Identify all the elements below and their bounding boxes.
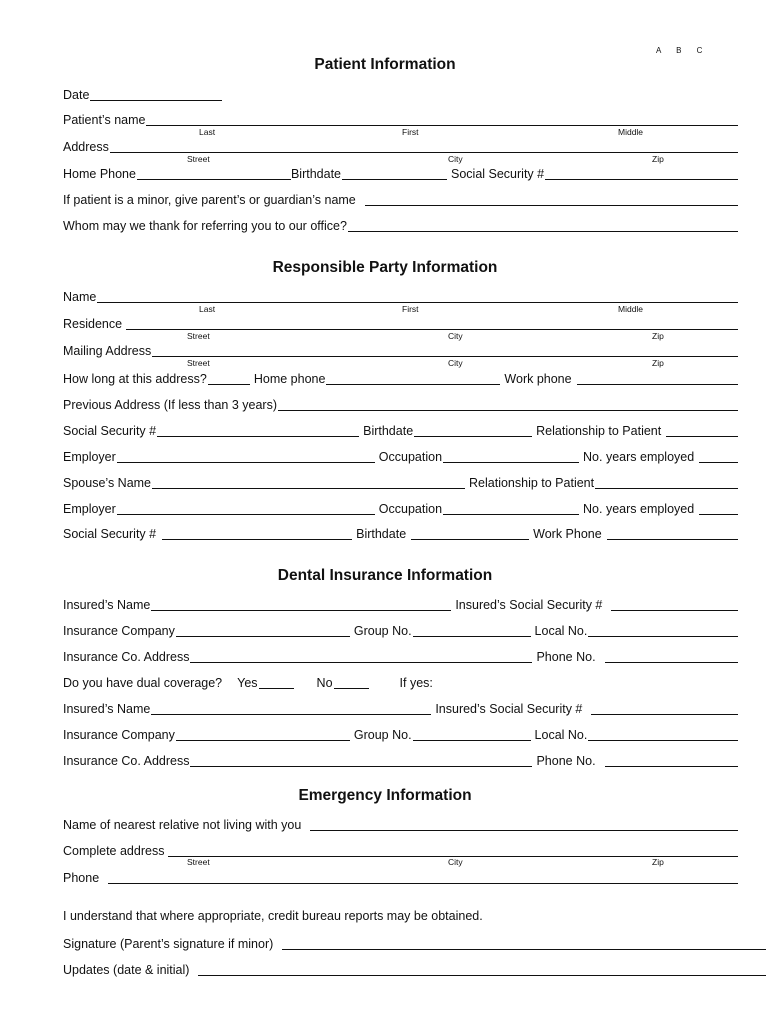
insurance-address2-label: Insurance Co. Address xyxy=(63,754,190,768)
patient-section-title: Patient Information xyxy=(314,56,456,73)
rp-name-field[interactable] xyxy=(97,301,738,303)
insurance-address2-field[interactable] xyxy=(190,765,532,767)
spouse-occupation-field[interactable] xyxy=(443,513,579,515)
corner-letters: A B C xyxy=(656,46,703,55)
rp-home-phone-field[interactable] xyxy=(326,383,500,385)
insured-name-field[interactable] xyxy=(151,609,451,611)
referral-row xyxy=(63,217,738,233)
insurance-company-label: Insurance Company xyxy=(63,624,175,638)
emergency-section-title: Emergency Information xyxy=(298,787,472,804)
zip-sublabel: Zip xyxy=(652,154,664,164)
insurance-address-label: Insurance Co. Address xyxy=(63,650,190,664)
previous-address-label: Previous Address (If less than 3 years) xyxy=(63,398,277,412)
rp-birthdate-label: Birthdate xyxy=(363,424,414,438)
rp-name-row xyxy=(63,288,738,304)
zip-sublabel: Zip xyxy=(652,358,664,368)
patient-name-field[interactable] xyxy=(146,124,738,126)
insured-name2-row xyxy=(63,700,738,716)
referral-field[interactable] xyxy=(348,230,738,232)
previous-address-field[interactable] xyxy=(278,409,738,411)
insured-name2-field[interactable] xyxy=(151,713,431,715)
home-phone-field[interactable] xyxy=(137,178,291,180)
spouse-employer-field[interactable] xyxy=(117,513,375,515)
spouse-employer-row xyxy=(63,500,738,516)
street-sublabel: Street xyxy=(187,857,210,867)
rp-birthdate-field[interactable] xyxy=(414,435,532,437)
spouse-ssn-row xyxy=(63,525,738,541)
spouse-name-label: Spouse’s Name xyxy=(63,476,152,490)
insurance-company2-row xyxy=(63,726,738,742)
how-long-label: How long at this address? xyxy=(63,372,207,386)
guardian-field[interactable] xyxy=(365,204,738,206)
relative-field[interactable] xyxy=(310,829,738,831)
updates-label: Updates (date & initial) xyxy=(63,963,190,977)
patient-address-field[interactable] xyxy=(110,151,738,153)
responsible-section-title: Responsible Party Information xyxy=(272,259,498,276)
insurance-company-field[interactable] xyxy=(176,635,350,637)
relative-row xyxy=(63,816,738,832)
city-sublabel: City xyxy=(448,857,463,867)
patient-address-row xyxy=(63,138,738,154)
rp-name-sublabels xyxy=(63,304,738,314)
last-sublabel: Last xyxy=(199,127,216,137)
signature-label: Signature (Parent’s signature if minor) xyxy=(63,937,274,951)
zip-sublabel: Zip xyxy=(652,857,664,867)
local-no2-field[interactable] xyxy=(588,739,738,741)
phone-no2-label: Phone No. xyxy=(536,754,596,768)
birthdate-label: Birthdate xyxy=(290,167,341,181)
dual-coverage-row xyxy=(63,674,738,690)
rp-residence-field[interactable] xyxy=(126,328,738,330)
rp-work-phone-field[interactable] xyxy=(577,383,738,385)
rp-occupation-field[interactable] xyxy=(443,461,579,463)
spouse-years-label: No. years employed xyxy=(583,502,695,516)
insurance-company-row xyxy=(63,622,738,638)
rp-ssn-row xyxy=(63,422,738,438)
zip-sublabel: Zip xyxy=(652,331,664,341)
spouse-relationship-label: Relationship to Patient xyxy=(469,476,595,490)
insurance-company2-label: Insurance Company xyxy=(63,728,175,742)
rp-ssn-label: Social Security # xyxy=(63,424,157,438)
home-phone-label: Home Phone xyxy=(63,167,136,181)
patient-name-row xyxy=(63,111,738,127)
local-no-field[interactable] xyxy=(588,635,738,637)
patient-address-label: Address xyxy=(63,140,109,154)
complete-address-label: Complete address xyxy=(63,844,165,858)
insurance-company2-field[interactable] xyxy=(176,739,350,741)
date-row xyxy=(63,86,738,102)
yes-field[interactable] xyxy=(259,687,294,689)
ssn-field[interactable] xyxy=(545,178,738,180)
group-no-field[interactable] xyxy=(413,635,531,637)
spouse-ssn-label: Social Security # xyxy=(63,527,157,541)
referral-label: Whom may we thank for referring you to our office? xyxy=(63,219,347,233)
dental-section-title: Dental Insurance Information xyxy=(277,567,493,584)
rp-spouse-row xyxy=(63,474,738,490)
spouse-relationship-field[interactable] xyxy=(595,487,738,489)
group-no2-field[interactable] xyxy=(413,739,531,741)
spouse-work-phone-field[interactable] xyxy=(607,538,738,540)
city-sublabel: City xyxy=(448,331,463,341)
spouse-birthdate-field[interactable] xyxy=(411,538,529,540)
middle-sublabel: Middle xyxy=(618,127,644,137)
spouse-years-field[interactable] xyxy=(699,513,738,515)
updates-field[interactable] xyxy=(198,974,766,976)
rp-residence-label: Residence xyxy=(63,317,123,331)
rp-ssn-field[interactable] xyxy=(157,435,359,437)
insured-name-label: Insured’s Name xyxy=(63,598,151,612)
last-sublabel: Last xyxy=(199,304,216,314)
rp-residence-row xyxy=(63,315,738,331)
insurance-address2-row xyxy=(63,752,738,768)
date-label: Date xyxy=(63,88,90,102)
dual-coverage-label: Do you have dual coverage? xyxy=(63,676,223,690)
date-field[interactable] xyxy=(90,99,222,101)
complete-address-row xyxy=(63,842,738,858)
insured-name2-label: Insured’s Name xyxy=(63,702,151,716)
phone-no-label: Phone No. xyxy=(536,650,596,664)
insured-ssn-field[interactable] xyxy=(611,609,738,611)
no-label: No xyxy=(316,676,333,690)
spouse-ssn-field[interactable] xyxy=(162,538,352,540)
rp-home-phone-label: Home phone xyxy=(253,372,326,386)
rp-relationship-field[interactable] xyxy=(666,435,738,437)
yes-label: Yes xyxy=(237,676,258,690)
emergency-phone-label: Phone xyxy=(63,871,100,885)
rp-mailing-label: Mailing Address xyxy=(63,344,152,358)
insured-ssn-label: Insured’s Social Security # xyxy=(455,598,603,612)
rp-occupation-label: Occupation xyxy=(378,450,443,464)
first-sublabel: First xyxy=(402,304,419,314)
patient-phone-row xyxy=(63,165,738,181)
spouse-name-field[interactable] xyxy=(152,487,465,489)
patient-name-sublabels xyxy=(63,127,738,137)
insurance-address-field[interactable] xyxy=(190,661,532,663)
insured-ssn2-field[interactable] xyxy=(591,713,738,715)
patient-name-label: Patient’s name xyxy=(63,113,146,127)
guardian-row xyxy=(63,191,738,207)
local-no2-label: Local No. xyxy=(534,728,588,742)
rp-work-phone-label: Work phone xyxy=(504,372,572,386)
phone-no2-field[interactable] xyxy=(605,765,738,767)
first-sublabel: First xyxy=(402,127,419,137)
emergency-phone-field[interactable] xyxy=(108,882,738,884)
insured-ssn2-label: Insured’s Social Security # xyxy=(435,702,583,716)
signature-field[interactable] xyxy=(282,948,766,950)
street-sublabel: Street xyxy=(187,331,210,341)
city-sublabel: City xyxy=(448,358,463,368)
rp-employer-field[interactable] xyxy=(117,461,375,463)
rp-employer-row xyxy=(63,448,738,464)
rp-mailing-row xyxy=(63,342,738,358)
no-field[interactable] xyxy=(334,687,369,689)
rp-years-label: No. years employed xyxy=(583,450,695,464)
rp-mailing-field[interactable] xyxy=(152,355,738,357)
emergency-phone-row xyxy=(63,869,738,885)
rp-relationship-label: Relationship to Patient xyxy=(536,424,662,438)
group-no-label: Group No. xyxy=(353,624,412,638)
patient-address-sublabels xyxy=(63,154,738,164)
spouse-birthdate-label: Birthdate xyxy=(356,527,407,541)
rp-residence-sublabels xyxy=(63,331,738,341)
consent-statement: I understand that where appropriate, credit bureau reports may be obtained. xyxy=(63,909,483,923)
rp-years-field[interactable] xyxy=(699,461,738,463)
spouse-occupation-label: Occupation xyxy=(378,502,443,516)
insured-name-row xyxy=(63,596,738,612)
local-no-label: Local No. xyxy=(534,624,588,638)
guardian-label: If patient is a minor, give parent’s or guardian’s name xyxy=(63,193,356,207)
rp-previous-row xyxy=(63,396,738,412)
rp-mailing-sublabels xyxy=(63,358,738,368)
phone-no-field[interactable] xyxy=(605,661,738,663)
street-sublabel: Street xyxy=(187,154,210,164)
relative-label: Name of nearest relative not living with you xyxy=(63,818,302,832)
how-long-field[interactable] xyxy=(208,383,250,385)
rp-employer-label: Employer xyxy=(63,450,116,464)
city-sublabel: City xyxy=(448,154,463,164)
updates-row xyxy=(63,961,766,977)
ssn-label: Social Security # xyxy=(451,167,545,181)
middle-sublabel: Middle xyxy=(618,304,644,314)
spouse-work-phone-label: Work Phone xyxy=(533,527,602,541)
rp-name-label: Name xyxy=(63,290,97,304)
street-sublabel: Street xyxy=(187,358,210,368)
signature-row xyxy=(63,935,766,951)
insurance-address-row xyxy=(63,648,738,664)
group-no2-label: Group No. xyxy=(353,728,412,742)
emergency-address-sublabels xyxy=(63,857,738,867)
birthdate-field[interactable] xyxy=(342,178,447,180)
if-yes-label: If yes: xyxy=(399,676,433,690)
rp-how-long-row xyxy=(63,370,738,386)
spouse-employer-label: Employer xyxy=(63,502,116,516)
